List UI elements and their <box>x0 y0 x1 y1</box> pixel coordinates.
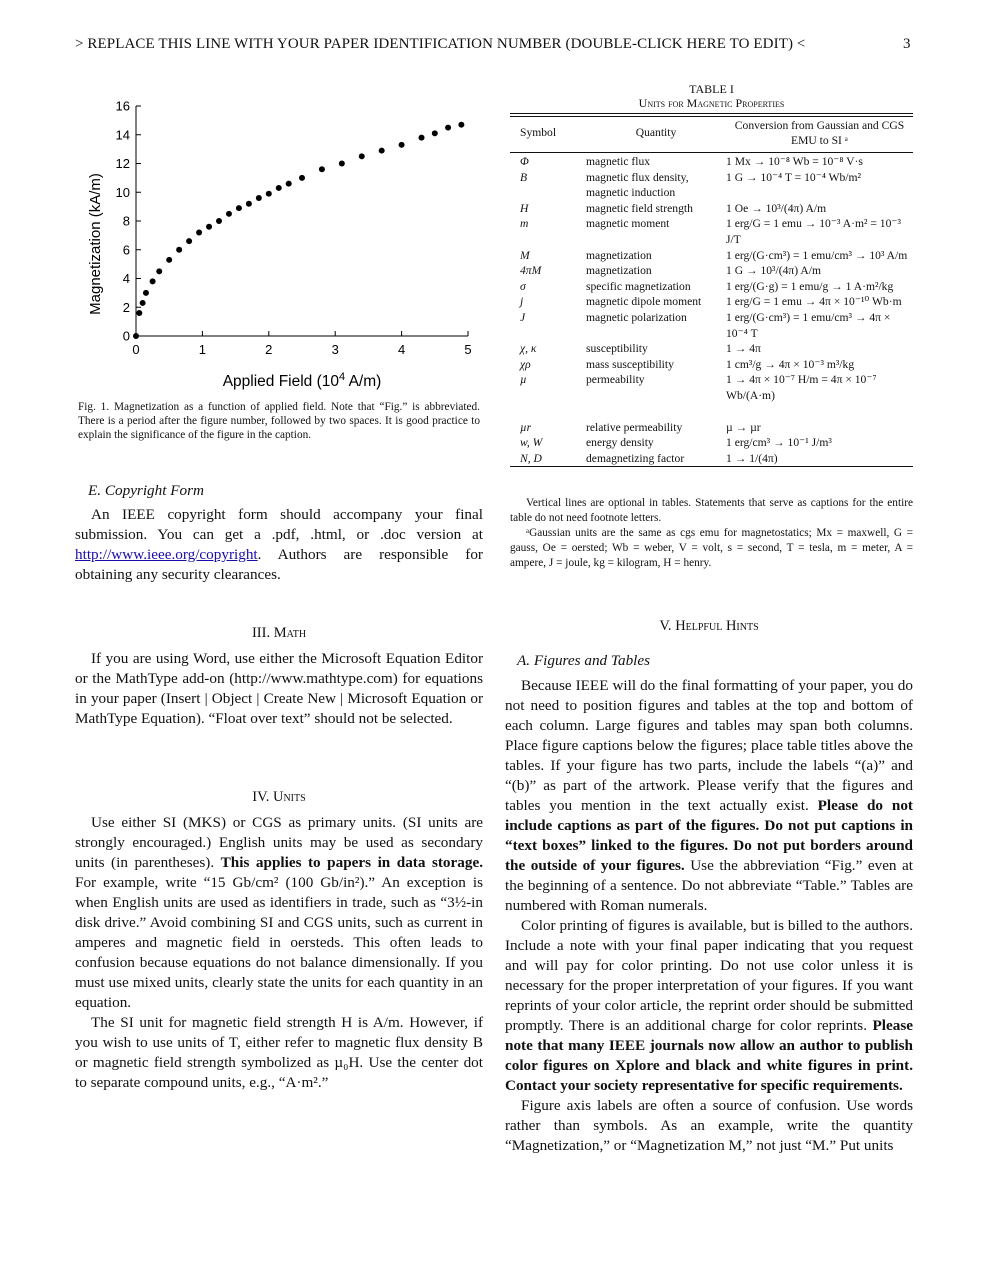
row-conversion: 1 → 1/(4π) <box>726 451 778 465</box>
header-conversion: Conversion from Gaussian and CGS EMU to SI ᵃ <box>734 119 905 147</box>
data-point <box>458 122 464 128</box>
x-axis-label: Applied Field ($10^4$ A/m) <box>222 371 382 390</box>
y-tick-label: 8 <box>122 213 130 229</box>
data-point <box>299 175 305 181</box>
row-conversion: 1 erg/cm³ → 10⁻¹ J/m³ <box>726 436 832 450</box>
data-point <box>186 238 192 244</box>
row-conversion: 1 erg/(G·cm³) = 1 emu/cm³ → 10³ A/m <box>726 248 908 262</box>
table-row <box>510 294 913 310</box>
copyright-paragraph: An IEEE copyright form should accompany your final submission. You can get a .pdf, .html, or .doc version at http://www.ieee.org/copyright. Authors are responsible for obtaining any security clearances. <box>75 506 483 583</box>
data-point <box>359 153 365 159</box>
data-point <box>319 166 325 172</box>
row-symbol: m <box>520 217 529 231</box>
row-symbol: 4πM <box>520 264 542 278</box>
data-point <box>216 218 222 224</box>
row-symbol: χρ <box>520 357 531 371</box>
x-tick-label: 4 <box>397 342 406 357</box>
table-row <box>510 451 913 467</box>
row-quantity: magnetic field strength <box>586 201 693 215</box>
data-point <box>150 278 156 284</box>
units-paragraphs: Use either SI (MKS) or CGS as primary units. (SI units are strongly encouraged.) English units may be used as secondary units (in parentheses). This applies to papers in data storage. For example, write “15 Gb/cm² (100 Gb/in²).” An exception is when English units are used as identifiers in trade, such as “3½-in disk drive.” Avoid combining SI and CGS units, such as current in amperes and magnetic field in oersteds. This often leads to confusion because equations do not balance dimensionally. If you must use mixed units, clearly state the units for each quantity in an equation. The SI unit for magnetic field strength H is A/m. However, if you wish to use units of T, either refer to magnetic flux density B or magnetic field strength symbolized as µ₀H. Use the center dot to separate compound units, e.g., “A·m².” <box>75 814 483 1091</box>
row-quantity: magnetic moment <box>586 217 670 231</box>
row-conversion: 1 erg/(G·cm³) = 1 emu/cm³ → 4π × 10⁻⁴ T <box>726 310 891 340</box>
page-number: 3 <box>903 36 911 52</box>
row-quantity: specific magnetization <box>586 279 691 293</box>
row-symbol: µr <box>520 420 532 434</box>
row-symbol: χ, κ <box>520 342 537 356</box>
copyright-subheading: E. Copyright Form <box>88 482 205 499</box>
table-row <box>510 154 913 170</box>
row-quantity: magnetization <box>586 264 652 278</box>
row-conversion: 1 G → 10³/(4π) A/m <box>726 264 821 278</box>
y-tick-label: 6 <box>122 242 130 258</box>
table-row <box>510 248 913 264</box>
row-quantity: mass susceptibility <box>586 357 674 371</box>
section-heading-units: IV. Units <box>252 789 306 805</box>
row-quantity: magnetic flux <box>586 155 651 168</box>
table-units <box>510 118 913 467</box>
header-quantity: Quantity <box>635 126 677 139</box>
running-header: > REPLACE THIS LINE WITH YOUR PAPER IDENTIFICATION NUMBER (DOUBLE-CLICK HERE TO EDIT) < <box>75 36 806 52</box>
table-row <box>510 216 913 247</box>
data-point <box>445 125 451 131</box>
data-point <box>196 230 202 236</box>
row-conversion: 1 erg/(G·g) = 1 emu/g → 1 A·m²/kg <box>726 279 894 293</box>
data-point <box>379 148 385 154</box>
row-symbol: j <box>520 295 524 309</box>
y-tick-label: 16 <box>115 98 130 114</box>
table-row <box>510 263 913 279</box>
hints-paragraphs: Because IEEE will do the final formatting of your paper, you do not need to position figures and tables at the top and bottom of each column. Large figures and tables may span both columns. Place figure captions below the figures; place table titles above the tables. If your figure has two parts, include the labels “(a)” and “(b)” as part of the artwork. Please verify that the figures and tables you mention in the text actually exist. Please do not include captions as part of the figures. Do not put captions in “text boxes” linked to the figures. Do not put borders around the outside of your figures. Use the abbreviation “Fig.” even at the beginning of a sentence. Do not abbreviate “Table.” Tables are numbered with Roman numerals. Color printing of figures is available, but is billed to the authors. Include a note with your final paper indicating that you request and will pay for color printing. Do not use color unless it is necessary for the proper interpretation of your figures. If you want reprints of your color article, the reprint order should be submitted promptly. There is an additional charge for color reprints. Please note that many IEEE journals now allow an author to publish color figures on Xplore and black and white figures in print. Contact your society representative for specific requirements. Figure axis labels are often a source of confusion. Use words rather than symbols. As an example, write the quantity “Magnetization,” or “Magnetization M,” not just “M.” Put units <box>505 677 913 1154</box>
header-symbol: Symbol <box>520 126 557 139</box>
row-conversion: 1 Oe → 10³/(4π) A/m <box>726 201 827 215</box>
table-row <box>510 279 913 295</box>
row-conversion: 1 → 4π <box>726 342 761 356</box>
row-quantity: magnetization <box>586 248 652 262</box>
table-row <box>510 201 913 217</box>
table-rules <box>510 113 913 114</box>
data-point <box>166 257 172 263</box>
table-row <box>510 372 913 419</box>
row-conversion: 1 Mx → 10⁻⁸ Wb = 10⁻⁸ V·s <box>726 155 863 168</box>
y-tick-label: 4 <box>122 271 130 286</box>
row-symbol: w, W <box>520 436 543 450</box>
data-point <box>176 247 182 253</box>
x-tick-label: 2 <box>265 342 273 357</box>
y-tick-label: 0 <box>122 328 130 344</box>
table-number: TABLE I <box>689 82 734 96</box>
row-conversion: 1 cm³/g → 4π × 10⁻³ m³/kg <box>726 357 855 371</box>
math-paragraph: If you are using Word, use either the Microsoft Equation Editor or the MathType add-on (http://www.mathtype.com) for equations in your paper (Insert | Object | Create New | Microsoft Equation or MathType Equation). “Float over text” should not be selected. <box>75 650 483 727</box>
x-tick-label: 0 <box>132 342 140 357</box>
section-heading-hints: V. Helpful Hints <box>659 618 759 634</box>
data-point <box>140 300 146 306</box>
data-point <box>266 191 272 197</box>
row-symbol: Φ <box>520 155 529 168</box>
row-symbol: H <box>520 201 529 215</box>
magnetization-chart <box>78 92 490 398</box>
x-tick-label: 3 <box>331 342 339 357</box>
data-point <box>226 211 232 217</box>
table-row <box>510 170 913 201</box>
table-row <box>510 357 913 373</box>
row-quantity: relative permeability <box>586 420 683 434</box>
data-point <box>236 205 242 211</box>
row-symbol: B <box>520 170 528 184</box>
row-quantity: demagnetizing factor <box>586 451 685 465</box>
row-quantity: magnetic polarization <box>586 310 687 324</box>
row-conversion: 1 → 4π × 10⁻⁷ H/m = 4π × 10⁻⁷ Wb/(A·m) <box>726 373 877 402</box>
table-note-2: ᵃGaussian units are the same as cgs emu for magnetostatics; Mx = maxwell, G = gauss, Oe = oersted; Wb = weber, V = volt, s = second, T = tesla, m = meter, A = ampere, J = joule, kg = kilogram, H = henry. <box>510 527 913 569</box>
row-symbol: µ <box>520 373 527 387</box>
figures-tables-subheading: A. Figures and Tables <box>517 652 651 669</box>
data-point <box>133 333 139 339</box>
y-tick-label: 12 <box>115 156 130 171</box>
table-bottom-rule <box>510 466 913 467</box>
y-tick-label: 2 <box>122 299 130 315</box>
data-point <box>286 181 292 187</box>
row-quantity: susceptibility <box>586 342 648 356</box>
data-point <box>256 195 262 201</box>
row-conversion: 1 erg/G = 1 emu → 4π × 10⁻¹⁰ Wb·m <box>726 295 902 309</box>
data-point <box>432 130 438 136</box>
row-symbol: J <box>520 310 526 324</box>
table-row <box>510 420 913 436</box>
copyright-link[interactable]: http://www.ieee.org/copyright <box>75 546 258 563</box>
x-tick-label: 5 <box>464 342 472 357</box>
row-symbol: M <box>520 248 530 262</box>
data-point <box>206 224 212 230</box>
table-row <box>510 435 913 451</box>
table-note-1: Vertical lines are optional in tables. Statements that serve as captions for the entire table do not need footnote letters. <box>510 497 913 524</box>
row-conversion: 1 erg/G = 1 emu → 10⁻³ A·m² = 10⁻³ J/T <box>726 217 901 246</box>
table-row <box>510 310 913 341</box>
row-conversion: µ → µr <box>726 420 761 434</box>
row-quantity: energy density <box>586 436 654 450</box>
row-symbol: σ <box>520 279 526 293</box>
data-point <box>339 161 345 167</box>
section-heading-math: III. Math <box>251 625 307 641</box>
row-conversion: 1 G → 10⁻⁴ T = 10⁻⁴ Wb/m² <box>726 170 862 184</box>
row-quantity: magnetic dipole moment <box>586 295 702 309</box>
data-point <box>276 185 282 191</box>
data-point <box>246 201 252 207</box>
row-symbol: N, D <box>520 451 542 465</box>
data-point <box>419 135 425 141</box>
y-tick-label: 10 <box>115 184 130 200</box>
data-point <box>399 142 405 148</box>
data-point <box>143 290 149 296</box>
table-row <box>510 341 913 357</box>
data-point <box>136 310 142 316</box>
table-title: Units for Magnetic Properties <box>638 96 785 110</box>
row-quantity: permeability <box>586 373 645 387</box>
row-quantity: magnetic flux density, magnetic induction <box>586 170 689 200</box>
figure-caption: Fig. 1. Magnetization as a function of applied field. Note that “Fig.” is abbreviated. There is a period after the figure number, followed by two spaces. It is good practice to explain the significance of the figure in the caption. <box>78 401 480 441</box>
table-header-rule <box>510 152 913 153</box>
x-tick-label: 1 <box>198 342 207 357</box>
y-tick-label: 14 <box>115 127 130 143</box>
table-rule-2 <box>510 116 913 117</box>
data-point <box>156 268 162 274</box>
y-axis-label: Magnetization (kA/m) <box>87 173 104 315</box>
